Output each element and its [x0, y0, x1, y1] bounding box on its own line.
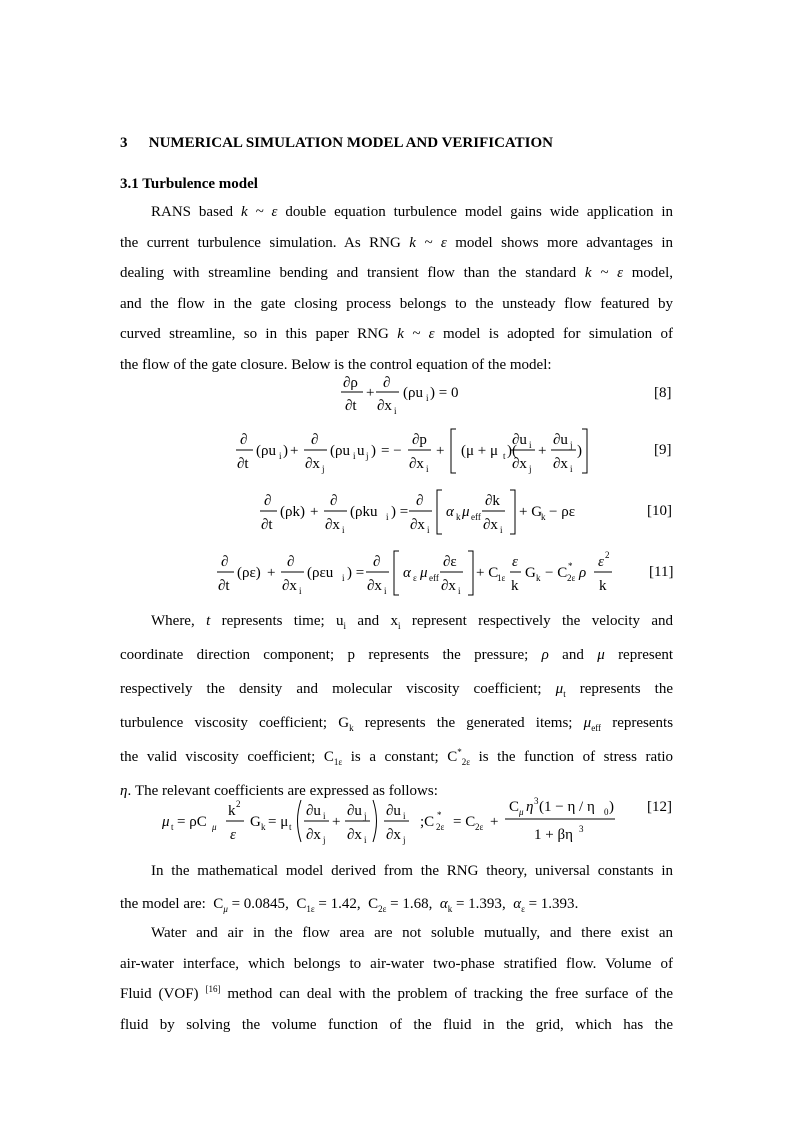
- svg-text:t: t: [289, 822, 292, 832]
- svg-text:i: i: [299, 586, 302, 596]
- svg-text:1 + βη: 1 + βη: [534, 827, 573, 843]
- text-line: dealing with streamline bending and transient flow than the standard k ~ ε model,: [120, 265, 674, 281]
- text-line: respectively the density and molecular viscosity coefficient; $\mu_t$ represents the: [120, 681, 673, 699]
- svg-text:μ: μ: [420, 565, 428, 581]
- svg-text:∂: ∂: [240, 432, 248, 448]
- svg-text:∂u: ∂u: [512, 432, 527, 448]
- svg-text:G: G: [250, 814, 261, 830]
- svg-text:i: i: [342, 525, 345, 535]
- svg-text:∂x: ∂x: [282, 578, 297, 594]
- svg-text:k: k: [541, 512, 546, 522]
- svg-text:+: +: [366, 385, 375, 401]
- svg-text:j: j: [323, 835, 326, 845]
- svg-text:+: +: [436, 443, 445, 459]
- svg-text:) =: ) =: [347, 565, 365, 581]
- svg-text:∂k: ∂k: [485, 493, 500, 509]
- svg-text:∂t: ∂t: [237, 456, 249, 472]
- svg-text:i: i: [458, 586, 461, 596]
- svg-text:1ε: 1ε: [497, 573, 506, 583]
- svg-text:*: *: [568, 561, 573, 571]
- svg-text:∂ε: ∂ε: [443, 554, 457, 570]
- svg-text:∂: ∂: [383, 375, 391, 391]
- svg-text:∂: ∂: [373, 554, 381, 570]
- text-line: curved streamline, so in this paper RNG k ~ ε model is adopted for simulation of: [120, 326, 674, 342]
- svg-text:i: i: [426, 393, 429, 403]
- citation: [16]: [205, 984, 221, 994]
- equation-number: [9]: [654, 442, 672, 458]
- text-line: fluid by solving the volume function of the fluid in the grid, which has the: [120, 1016, 673, 1033]
- text-line: coordinate direction component; p represents the pressure; ρ and μ represent: [120, 647, 674, 663]
- svg-text:∂x: ∂x: [553, 456, 568, 472]
- svg-text:∂u: ∂u: [553, 432, 568, 448]
- svg-text:∂x: ∂x: [377, 398, 392, 414]
- svg-text:∂: ∂: [264, 493, 272, 509]
- text-line: turbulence viscosity coefficient; $G_k$ represents the generated items; $\mu_{eff}$ represents: [120, 715, 674, 733]
- svg-text:i: i: [386, 512, 389, 522]
- equation-9: [0, 425, 793, 477]
- svg-text:+: +: [490, 814, 499, 830]
- svg-text:= μ: = μ: [268, 814, 289, 830]
- svg-text:α: α: [446, 504, 454, 520]
- svg-text:i: i: [353, 451, 356, 461]
- equation-number: [10]: [647, 503, 672, 519]
- svg-text:j: j: [364, 811, 367, 821]
- svg-text:= ρC: = ρC: [177, 814, 207, 830]
- svg-text:k: k: [456, 512, 461, 522]
- text-line: η. The relevant coefficients are expressed as follows:: [120, 783, 438, 799]
- svg-text:(ρεu: (ρεu: [307, 565, 334, 581]
- svg-text:j: j: [366, 451, 369, 461]
- svg-text:ε: ε: [598, 554, 604, 570]
- svg-text:3: 3: [534, 796, 539, 806]
- svg-text:ε: ε: [230, 827, 236, 843]
- svg-text:i: i: [323, 811, 326, 821]
- svg-text:η: η: [526, 799, 534, 815]
- text-line: Water and air in the flow area are not soluble mutually, and there exist an: [151, 925, 673, 941]
- svg-text:+ G: + G: [519, 504, 543, 520]
- svg-text:G: G: [525, 565, 536, 581]
- svg-text:(μ + μ: (μ + μ: [461, 443, 499, 459]
- svg-text:eff: eff: [429, 573, 439, 583]
- svg-text:∂x: ∂x: [409, 456, 424, 472]
- svg-text:i: i: [384, 586, 387, 596]
- svg-text:k: k: [599, 578, 607, 594]
- text-line: the valid viscosity coefficient; $C_{1\varepsilon}$ is a constant; $C^*_{2\varepsilon}$ is the function of stress ratio: [120, 747, 674, 767]
- section-heading: [120, 135, 553, 152]
- svg-text:): ): [283, 443, 288, 459]
- svg-text:(ρu: (ρu: [330, 443, 350, 459]
- svg-text:= −: = −: [381, 443, 402, 459]
- svg-text:+: +: [267, 565, 276, 581]
- svg-text:2: 2: [605, 550, 610, 560]
- equation-10: [0, 486, 793, 538]
- svg-text:2ε: 2ε: [436, 822, 445, 832]
- svg-text:;C: ;C: [420, 814, 435, 830]
- svg-text:− C: − C: [545, 565, 568, 581]
- svg-text:i: i: [529, 440, 532, 450]
- vof-paragraph: [120, 918, 673, 1040]
- svg-text:∂: ∂: [311, 432, 319, 448]
- svg-text:∂u: ∂u: [386, 803, 401, 819]
- svg-text:)(: )(: [507, 443, 517, 459]
- text-line: the flow of the gate closure. Below is the control equation of the model:: [120, 356, 552, 373]
- svg-text:∂ρ: ∂ρ: [343, 375, 358, 391]
- text-line: In the mathematical model derived from the RNG theory, universal constants in: [151, 863, 673, 879]
- svg-text:2: 2: [236, 799, 241, 809]
- svg-text:+: +: [290, 443, 299, 459]
- svg-text:i: i: [403, 811, 406, 821]
- svg-text:t: t: [503, 451, 506, 461]
- svg-text:(ρu: (ρu: [256, 443, 276, 459]
- svg-text:∂x: ∂x: [367, 578, 382, 594]
- text-line: the model are: $C_\mu = 0.0845$, $C_{1\varepsilon} = 1.42$, $C_{2\varepsilon} = 1.68$, $\alpha_k = 1.393$, $\alpha_\varepsilon = 1.393$.: [120, 895, 579, 914]
- svg-text:j: j: [570, 440, 573, 450]
- svg-text:∂x: ∂x: [512, 456, 527, 472]
- svg-text:2ε: 2ε: [475, 822, 484, 832]
- svg-text:ε: ε: [512, 554, 518, 570]
- svg-text:+ C: + C: [476, 565, 499, 581]
- svg-text:k: k: [228, 803, 236, 819]
- equation-number: [11]: [649, 564, 674, 580]
- svg-text:∂t: ∂t: [261, 517, 273, 533]
- svg-text:μ: μ: [462, 504, 470, 520]
- svg-text:∂x: ∂x: [347, 827, 362, 843]
- svg-text:∂u: ∂u: [347, 803, 362, 819]
- intro-paragraph: [120, 197, 673, 380]
- svg-text:u: u: [357, 443, 365, 459]
- svg-text:∂: ∂: [330, 493, 338, 509]
- svg-text:i: i: [342, 573, 345, 583]
- text-line: Where, t represents time; $u_i$ and $x_i$ represent respectively the velocity and: [151, 613, 674, 631]
- svg-text:C: C: [509, 799, 520, 815]
- svg-text:∂t: ∂t: [218, 578, 230, 594]
- svg-text:(ρk): (ρk): [280, 504, 305, 520]
- svg-text:i: i: [279, 451, 282, 461]
- svg-text:(1 − η / η: (1 − η / η: [539, 799, 595, 815]
- svg-text:∂x: ∂x: [410, 517, 425, 533]
- svg-text:ρ: ρ: [579, 565, 587, 581]
- svg-text:∂: ∂: [416, 493, 424, 509]
- svg-text:+: +: [310, 504, 319, 520]
- subsection-heading: 3.1 Turbulence model: [120, 176, 258, 192]
- svg-text:μ: μ: [519, 807, 524, 817]
- svg-text:+: +: [538, 443, 547, 459]
- svg-text:i: i: [364, 835, 367, 845]
- constants-paragraph: [120, 856, 673, 921]
- svg-text:k: k: [261, 822, 266, 832]
- svg-text:0: 0: [604, 807, 609, 817]
- text-line: air-water interface, which belongs to air-water two-phase stratified flow. Volume of: [120, 955, 673, 972]
- svg-text:j: j: [322, 464, 325, 474]
- svg-text:): ): [371, 443, 376, 459]
- svg-text:): ): [577, 443, 582, 459]
- svg-text:∂t: ∂t: [345, 398, 357, 414]
- svg-text:α: α: [403, 565, 411, 581]
- svg-text:k: k: [511, 578, 519, 594]
- svg-text:μ: μ: [212, 822, 217, 832]
- svg-text:2ε: 2ε: [567, 573, 576, 583]
- svg-text:3: 3: [579, 824, 584, 834]
- svg-text:) =: ) =: [391, 504, 409, 520]
- section-number: 3: [120, 135, 128, 151]
- text-line: Fluid (VOF) [16] method can deal with the problem of tracking the free surface of the: [120, 984, 674, 1002]
- svg-text:j: j: [529, 464, 532, 474]
- equation-12: [0, 795, 793, 851]
- svg-text:): ): [609, 799, 614, 815]
- svg-text:j: j: [403, 835, 406, 845]
- text-line: and the flow in the gate closing process belongs to the unsteady flow featured by: [120, 295, 673, 312]
- svg-text:k: k: [536, 573, 541, 583]
- svg-text:i: i: [426, 464, 429, 474]
- svg-text:∂x: ∂x: [325, 517, 340, 533]
- svg-text:∂x: ∂x: [305, 456, 320, 472]
- svg-text:(ρε): (ρε): [237, 565, 261, 581]
- svg-text:(ρu: (ρu: [403, 385, 423, 401]
- svg-text:= C: = C: [453, 814, 476, 830]
- svg-text:∂x: ∂x: [483, 517, 498, 533]
- symbol-definitions-paragraph: [120, 604, 673, 808]
- svg-text:∂u: ∂u: [306, 803, 321, 819]
- svg-text:∂x: ∂x: [386, 827, 401, 843]
- text-line: RANS based k ~ ε double equation turbulence model gains wide application in: [151, 204, 674, 220]
- svg-text:i: i: [427, 525, 430, 535]
- equation-number: [8]: [654, 385, 672, 401]
- equation-8: [0, 368, 793, 416]
- equation-11: [0, 547, 793, 599]
- svg-text:∂x: ∂x: [441, 578, 456, 594]
- svg-text:) = 0: ) = 0: [430, 385, 459, 401]
- svg-text:t: t: [171, 822, 174, 832]
- svg-text:+: +: [332, 814, 341, 830]
- svg-text:eff: eff: [471, 512, 481, 522]
- svg-text:(ρku: (ρku: [350, 504, 378, 520]
- section-title: NUMERICAL SIMULATION MODEL AND VERIFICATION: [148, 135, 553, 151]
- svg-text:∂p: ∂p: [412, 432, 427, 448]
- svg-text:i: i: [394, 406, 397, 416]
- svg-text:∂x: ∂x: [306, 827, 321, 843]
- equation-number: [12]: [647, 799, 672, 815]
- svg-text:∂: ∂: [221, 554, 229, 570]
- svg-text:μ: μ: [162, 814, 170, 830]
- svg-text:*: *: [437, 810, 442, 820]
- svg-text:∂: ∂: [287, 554, 295, 570]
- svg-text:i: i: [500, 525, 503, 535]
- text-line: the current turbulence simulation. As RNG k ~ ε model shows more advantages in: [120, 234, 673, 251]
- svg-text:i: i: [570, 464, 573, 474]
- svg-text:ε: ε: [413, 573, 417, 583]
- svg-text:− ρε: − ρε: [549, 504, 575, 520]
